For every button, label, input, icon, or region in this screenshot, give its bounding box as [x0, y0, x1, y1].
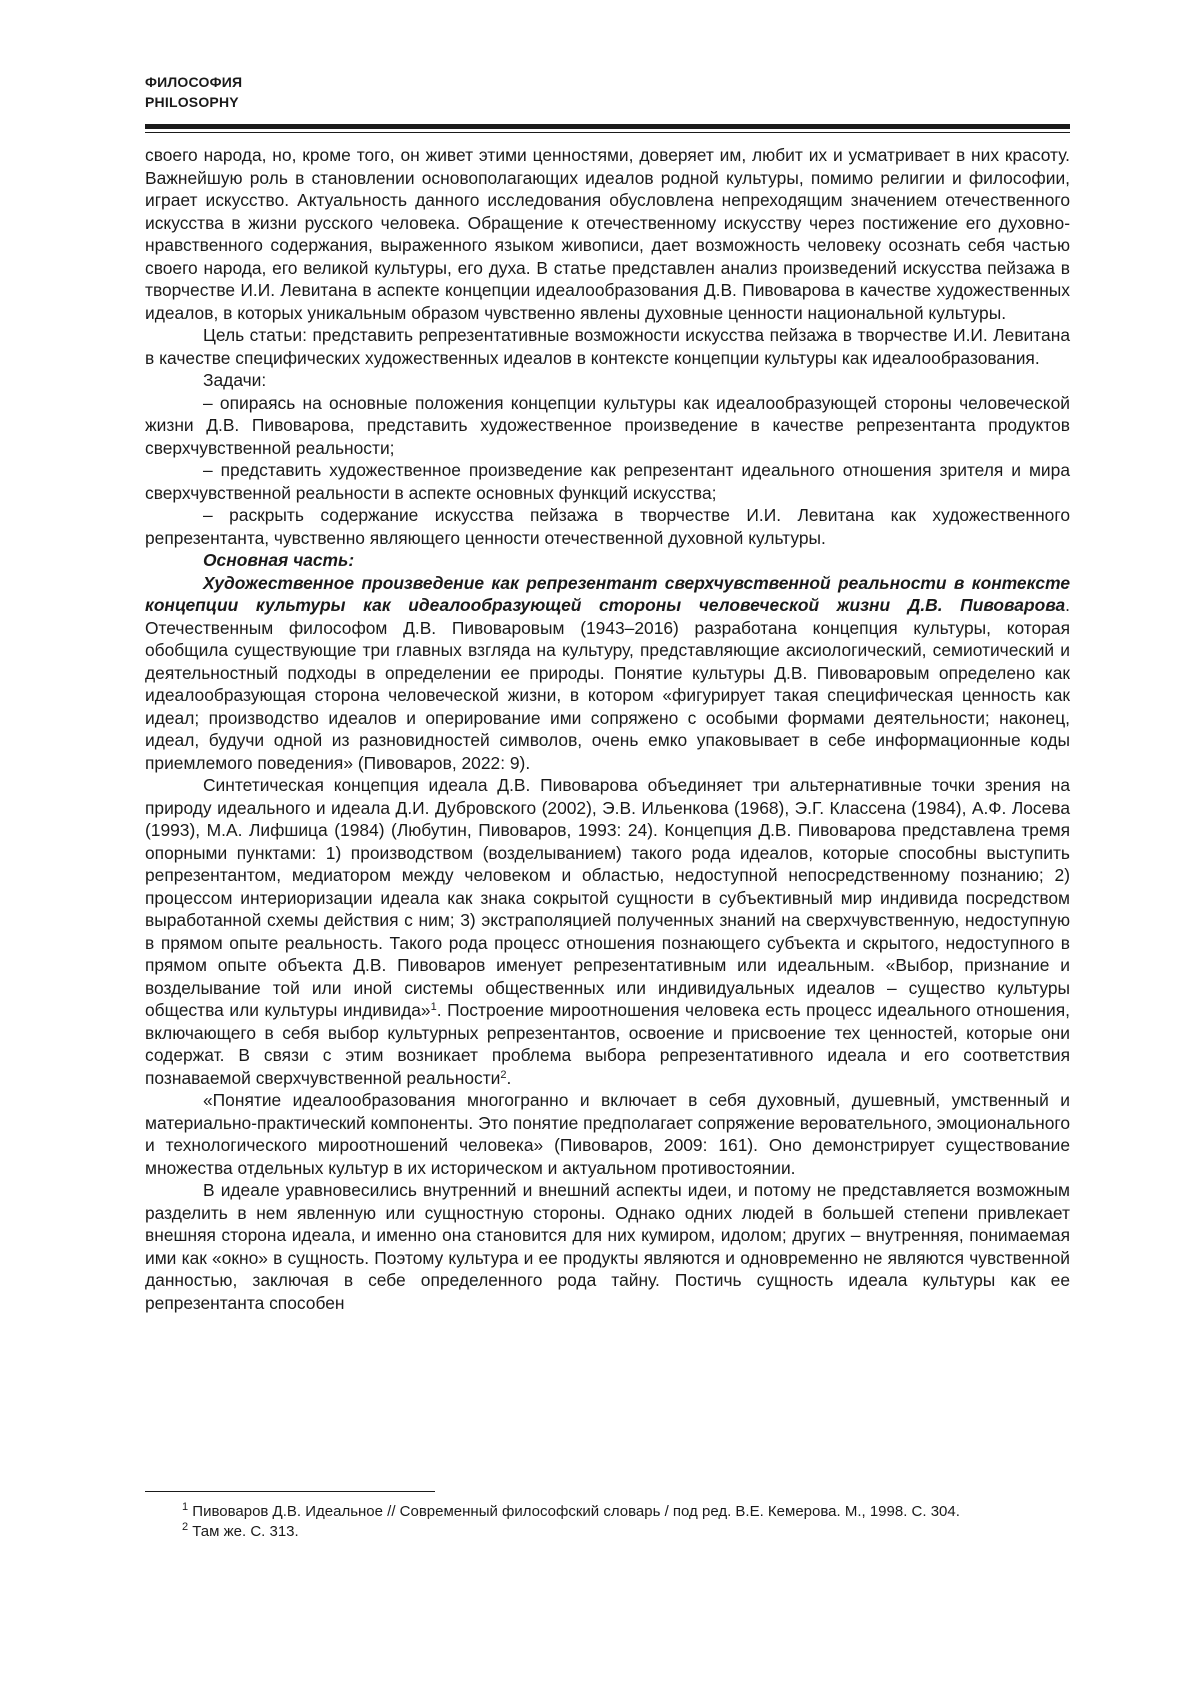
paragraph-goal: Цель статьи: представить репрезентативные возможности искусства пейзажа в творчестве И.И. Левитана в качестве специфических художественных идеалов в контексте концепции культуры как идеалообразования. — [145, 325, 1070, 368]
footnote-ref-2[interactable]: 2 — [500, 1068, 507, 1081]
header-rule-thin — [145, 132, 1070, 133]
footnote-1-text: Пивоваров Д.В. Идеальное // Современный философский словарь / под ред. В.Е. Кемерова. М., 1998. С. 304. — [188, 1503, 960, 1520]
paragraph-text-b: . Построение мироотношения человека есть процесс идеального отношения, включающего в себя выбор культурных репрезентантов, освоение и присвоение тех ценностей, которые они содержат. В связи с этим возникает проблема выбора репрезентативного идеала и его соответствия познаваемой сверхчувственной реальности — [145, 1000, 1070, 1088]
paragraph-intro-continued: своего народа, но, кроме того, он живет этими ценностями, доверяет им, любит их и усматривает в них красоту. Важнейшую роль в становлении основополагающих идеалов родной культуры, помимо религии и философии, играет искусство. Актуальность данного исследования обусловлена непреходящим значением отечественного искусства в жизни русского человека. Обращение к отечественному искусству через постижение его духовно-нравственного содержания, выраженного языком живописи, дает возможность человеку осознать себя частью своего народа, его великой культуры, его духа. В статье представлен анализ произведений искусства пейзажа в творчестве И.И. Левитана в аспекте концепции идеалообразования Д.В. Пивоварова в качестве художественных идеалов, в которых уникальным образом чувственно явлены духовные ценности национальной культуры. — [145, 145, 1070, 323]
paragraph-tasks-label: Задачи: — [203, 370, 267, 390]
header-section-en: PHILOSOPHY — [145, 94, 239, 110]
paragraph-text-a: Синтетическая концепция идеала Д.В. Пивоварова объединяет три альтернативные точки зрения на природу идеального и идеала Д.И. Дубровского (2002), Э.В. Ильенкова (1968), Э.Г. Классена (1984), А.Ф. Лосева (1993), М.А. Лифшица (1984) (Любутин, Пивоваров, 1993: 24). Концепция Д.В. Пивоварова представлена тремя опорными пунктами: 1) производством (возделыванием) такого рода идеалов, которые способны выступить репрезентантом, медиатором между человеком и областью, недоступной непосредственному познанию; 2) процессом интериоризации идеала как знака сокрытой сущности в субъективный мир индивида посредством выработанной схемы действия с ним; 3) экстраполяцией полученных знаний на сверхчувственную, недоступную в прямом опыте реальность. Такого рода процесс отношения познающего субъекта и скрытого, недоступного в прямом опыте объекта Д.В. Пивоваров именует репрезентативным или идеальным. «Выбор, признание и возделывание той или иной системы общественных или индивидуальных идеалов – существо культуры общества или культуры индивида» — [145, 775, 1070, 1020]
task-item-1: – опираясь на основные положения концепции культуры как идеалообразующей стороны человеческой жизни Д.В. Пивоварова, представить художественное произведение в качестве репрезентанта продуктов сверхчувственной реальности; — [145, 392, 1070, 458]
section-heading-main: Основная часть: — [203, 550, 355, 570]
footnote-1 — [145, 1502, 1070, 1522]
paragraph-text-c: . — [506, 1067, 512, 1088]
footnote-ref-1[interactable]: 1 — [430, 1001, 437, 1013]
subsection-text: . Отечественным философом Д.В. Пивоваровым (1943–2016) разработана концепция культуры, которая обобщила существующие три главных взгляда на культуру, представляющие аксиологический, семиотический и деятельностный подходы в определении ее природы. Понятие культуры Д.В. Пивоваровым определено как идеалообразующая сторона человеческой жизни, в котором «фигурирует такая специфическая ценность как идеал; производство идеалов и оперирование ими сопряжено с особыми формами деятельности; наконец, идеал, будучи одной из разновидностей символов, очень емко упаковывает в себе информационные коды приемлемого поведения» (Пивоваров, 2022: 9). — [145, 595, 1070, 773]
task-item-3: – раскрыть содержание искусства пейзажа в творчестве И.И. Левитана как художественного репрезентанта, чувственно являющего ценности отечественной духовной культуры. — [145, 505, 1070, 548]
paragraph-subsection — [145, 572, 1070, 775]
header-section-ru: ФИЛОСОФИЯ — [145, 74, 243, 90]
header-rule-thick — [145, 124, 1070, 129]
paragraph-idealization-quote: «Понятие идеалообразования многогранно и включает в себя духовный, душевный, умственный и материально-практический компоненты. Это понятие предполагает сопряжение веровательного, эмоционального и технологического мироотношений человека» (Пивоваров, 2009: 161). Оно демонстрирует существование множества отдельных культур в их историческом и актуальном противостоянии. — [145, 1090, 1071, 1178]
paragraph-synthetic-concept — [145, 774, 1070, 1089]
footnote-separator — [145, 1491, 435, 1492]
footnote-2-text: Там же. С. 313. — [188, 1523, 299, 1540]
subsection-heading: Художественное произведение как репрезентант сверхчувственной реальности в контексте концепции культуры как идеалообразующей стороны человеческой жизни Д.В. Пивоварова — [145, 572, 1070, 615]
task-item-2: – представить художественное произведение как репрезентант идеального отношения зрителя и мира сверхчувственной реальности в аспекте основных функций искусства; — [145, 460, 1070, 503]
running-header — [145, 72, 242, 112]
paragraph-ideal-aspects: В идеале уравновесились внутренний и внешний аспекты идеи, и потому не представляется возможным разделить в нем явленную или сущностную стороны. Однако одних людей в большей степени привлекает внешняя сторона идеала, и именно она становится для них кумиром, идолом; других – внутренняя, понимаемая ими как «окно» в сущность. Поэтому культура и ее продукты являются и одновременно не являются чувственной данностью, заключая в себе определенного рода тайну. Постичь сущность идеала культуры как ее репрезентанта способен — [145, 1180, 1070, 1313]
article-body — [145, 144, 1070, 1314]
footnote-2 — [145, 1522, 1070, 1542]
footnote-mark-1: 1 — [182, 1501, 189, 1513]
footnote-mark-2: 2 — [182, 1521, 189, 1533]
footnotes — [145, 1502, 1070, 1542]
